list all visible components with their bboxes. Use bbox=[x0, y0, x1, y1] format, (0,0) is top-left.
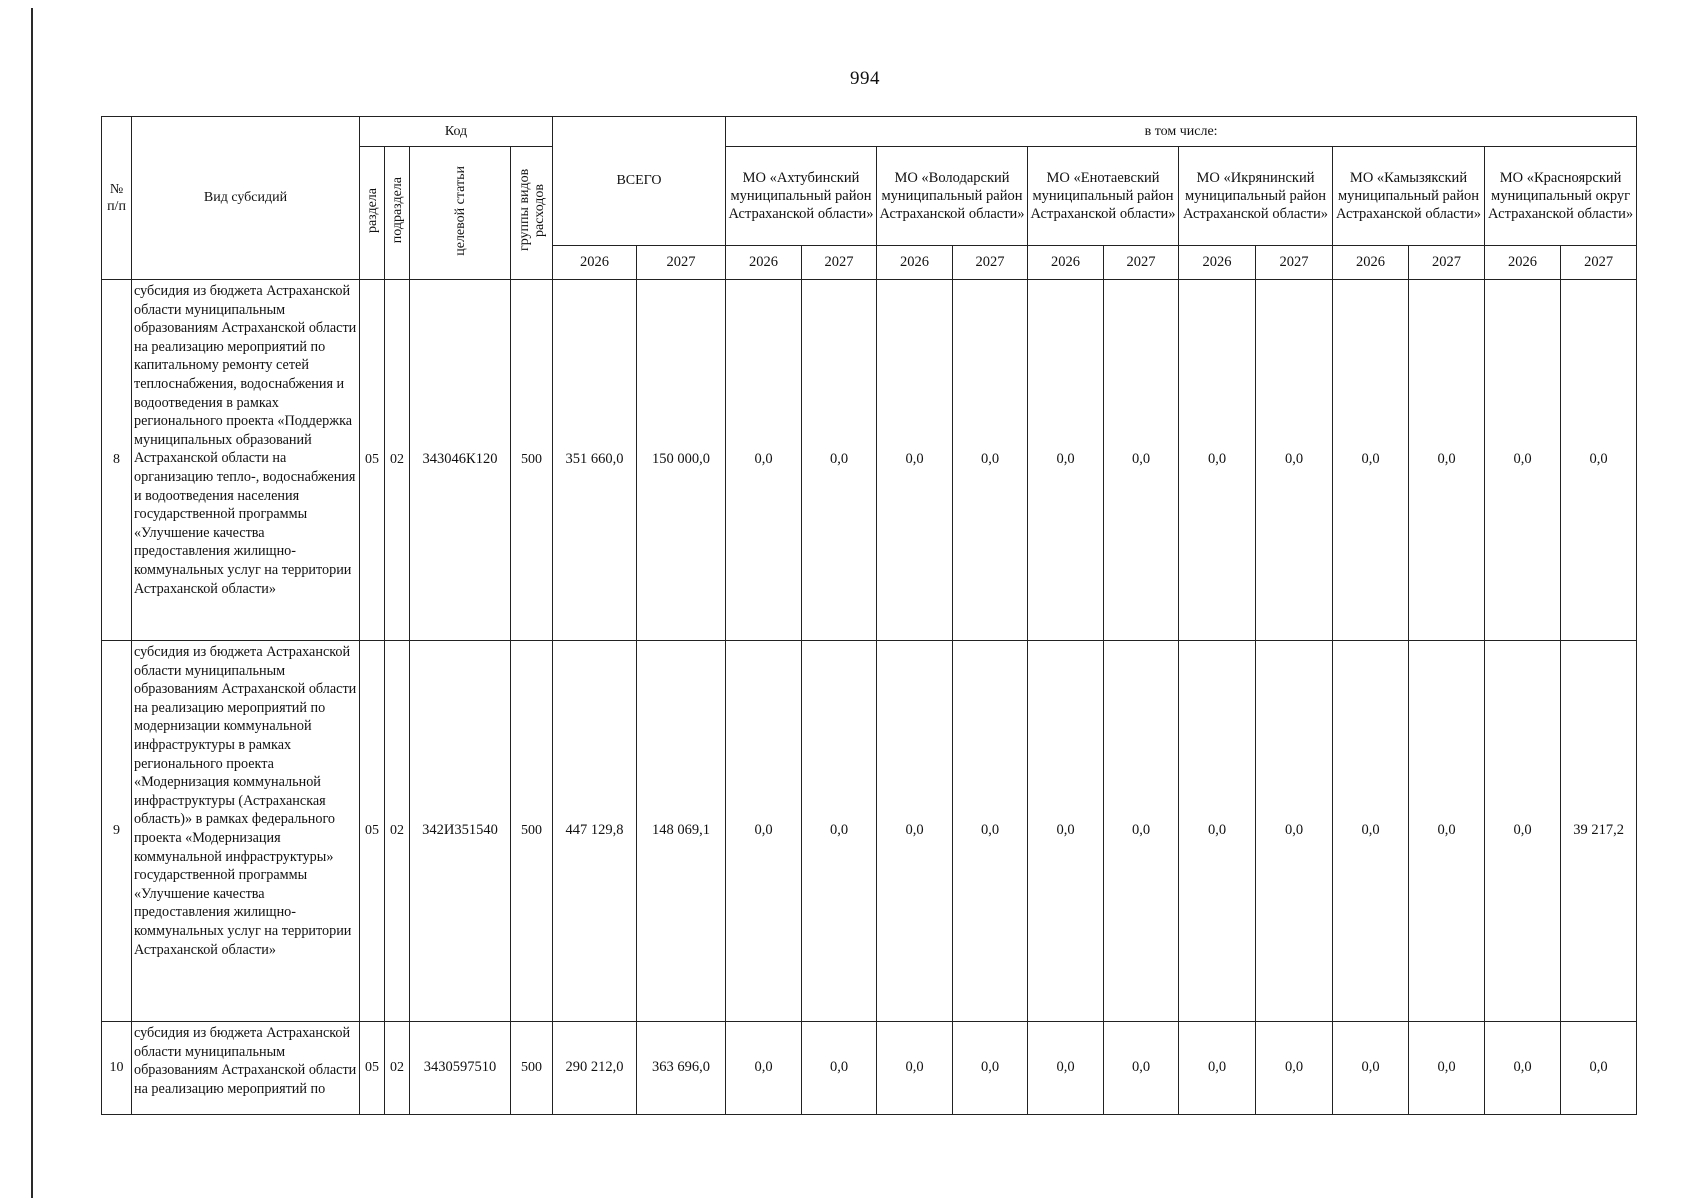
row-value: 0,0 bbox=[1256, 641, 1333, 1022]
row-value: 0,0 bbox=[1256, 280, 1333, 641]
table-row bbox=[102, 280, 1637, 641]
row-value: 0,0 bbox=[877, 641, 953, 1022]
row-value: 0,0 bbox=[802, 1022, 877, 1115]
row-razdel: 05 bbox=[360, 280, 385, 641]
row-value: 0,0 bbox=[1179, 280, 1256, 641]
municipality-header: МО «Камызякский муниципальный район Астраханской области» bbox=[1333, 147, 1485, 246]
row-value: 0,0 bbox=[1104, 280, 1179, 641]
row-value: 0,0 bbox=[1028, 280, 1104, 641]
year-header: 2026 bbox=[877, 246, 953, 280]
row-razdel: 05 bbox=[360, 1022, 385, 1115]
row-group: 500 bbox=[511, 1022, 553, 1115]
row-razdel: 05 bbox=[360, 641, 385, 1022]
municipality-header: МО «Володарский муниципальный район Астраханской области» bbox=[877, 147, 1028, 246]
row-value: 0,0 bbox=[1333, 1022, 1409, 1115]
row-total-2027: 150 000,0 bbox=[637, 280, 726, 641]
row-num: 8 bbox=[102, 280, 132, 641]
row-num: 10 bbox=[102, 1022, 132, 1115]
year-header: 2026 bbox=[1179, 246, 1256, 280]
municipality-header: МО «Икрянинский муниципальный район Астраханской области» bbox=[1179, 147, 1333, 246]
row-value: 0,0 bbox=[953, 1022, 1028, 1115]
row-value: 0,0 bbox=[953, 280, 1028, 641]
row-value: 0,0 bbox=[1179, 641, 1256, 1022]
row-value: 0,0 bbox=[726, 1022, 802, 1115]
year-header: 2027 bbox=[1561, 246, 1637, 280]
row-target: 342И351540 bbox=[410, 641, 511, 1022]
row-podrazdel: 02 bbox=[385, 641, 410, 1022]
row-value: 0,0 bbox=[1028, 1022, 1104, 1115]
col-header-razdel bbox=[360, 147, 385, 280]
row-total-2027: 363 696,0 bbox=[637, 1022, 726, 1115]
row-description: субсидия из бюджета Астраханской области муниципальным образованиям Астраханской области на реализацию мероприятий по bbox=[132, 1022, 360, 1115]
col-header-group bbox=[511, 147, 553, 280]
row-value: 0,0 bbox=[1409, 641, 1485, 1022]
col-header-including: в том числе: bbox=[726, 117, 1637, 147]
municipality-header: МО «Енотаевский муниципальный район Астраханской области» bbox=[1028, 147, 1179, 246]
row-value: 0,0 bbox=[1409, 280, 1485, 641]
table-row bbox=[102, 1022, 1637, 1115]
year-header: 2026 bbox=[1028, 246, 1104, 280]
row-podrazdel: 02 bbox=[385, 1022, 410, 1115]
row-total-2026: 351 660,0 bbox=[553, 280, 637, 641]
page-number: 994 bbox=[850, 68, 880, 89]
row-group: 500 bbox=[511, 641, 553, 1022]
table-row bbox=[102, 641, 1637, 1022]
group-label: группы видов расходов bbox=[516, 169, 547, 252]
municipality-header: МО «Красноярский муниципальный округ Астраханской области» bbox=[1485, 147, 1637, 246]
year-header: 2026 bbox=[1485, 246, 1561, 280]
row-value: 0,0 bbox=[726, 641, 802, 1022]
row-total-2026: 290 212,0 bbox=[553, 1022, 637, 1115]
row-value: 0,0 bbox=[802, 280, 877, 641]
year-header: 2027 bbox=[1409, 246, 1485, 280]
row-value: 0,0 bbox=[1561, 280, 1637, 641]
row-num: 9 bbox=[102, 641, 132, 1022]
row-value: 0,0 bbox=[1333, 280, 1409, 641]
row-value: 0,0 bbox=[1485, 280, 1561, 641]
row-value: 0,0 bbox=[877, 1022, 953, 1115]
row-value: 0,0 bbox=[877, 280, 953, 641]
year-header: 2027 bbox=[637, 246, 726, 280]
row-value: 39 217,2 bbox=[1561, 641, 1637, 1022]
year-header: 2026 bbox=[553, 246, 637, 280]
row-value: 0,0 bbox=[1256, 1022, 1333, 1115]
row-podrazdel: 02 bbox=[385, 280, 410, 641]
row-description: субсидия из бюджета Астраханской области муниципальным образованиям Астраханской области на реализацию мероприятий по капитальному ремонту сетей теплоснабжения, водоснабжения и водоотведения в рамках регионального проекта «Поддержка муниципальных образований Астраханской области на организацию тепло-, водоснабжения и водоотведения населения государственной программы «Улучшение качества предоставления жилищно-коммунальных услуг на территории Астраханской области» bbox=[132, 280, 360, 641]
year-header: 2026 bbox=[1333, 246, 1409, 280]
row-value: 0,0 bbox=[1104, 641, 1179, 1022]
col-header-type: Вид субсидий bbox=[132, 117, 360, 280]
row-value: 0,0 bbox=[1485, 1022, 1561, 1115]
target-label: целевой статьи bbox=[452, 165, 468, 256]
year-header: 2027 bbox=[1104, 246, 1179, 280]
row-target: 3430597510 bbox=[410, 1022, 511, 1115]
year-header: 2027 bbox=[953, 246, 1028, 280]
municipality-header: МО «Ахтубинский муниципальный район Астраханской области» bbox=[726, 147, 877, 246]
row-target: 343046К120 bbox=[410, 280, 511, 641]
row-value: 0,0 bbox=[726, 280, 802, 641]
year-header: 2027 bbox=[802, 246, 877, 280]
col-header-num: № п/п bbox=[102, 117, 132, 280]
col-header-target bbox=[410, 147, 511, 280]
razdel-label: раздела bbox=[364, 187, 380, 233]
subsidy-table bbox=[101, 116, 1637, 1115]
row-value: 0,0 bbox=[1333, 641, 1409, 1022]
col-header-podrazdel bbox=[385, 147, 410, 280]
row-value: 0,0 bbox=[1409, 1022, 1485, 1115]
row-value: 0,0 bbox=[1028, 641, 1104, 1022]
row-value: 0,0 bbox=[953, 641, 1028, 1022]
col-header-total: ВСЕГО bbox=[553, 117, 726, 246]
row-value: 0,0 bbox=[1179, 1022, 1256, 1115]
row-group: 500 bbox=[511, 280, 553, 641]
row-total-2027: 148 069,1 bbox=[637, 641, 726, 1022]
row-value: 0,0 bbox=[802, 641, 877, 1022]
year-header: 2026 bbox=[726, 246, 802, 280]
row-value: 0,0 bbox=[1485, 641, 1561, 1022]
row-value: 0,0 bbox=[1104, 1022, 1179, 1115]
row-description: субсидия из бюджета Астраханской области муниципальным образованиям Астраханской области на реализацию мероприятий по модернизации коммунальной инфраструктуры в рамках регионального проекта «Модернизация коммунальной инфраструктуры (Астраханская область)» в рамках федерального проекта «Модернизация коммунальной инфраструктуры» государственной программы «Улучшение качества предоставления жилищно-коммунальных услуг на территории Астраханской области» bbox=[132, 641, 360, 1022]
binding-line bbox=[31, 8, 33, 1198]
col-header-code: Код bbox=[360, 117, 553, 147]
row-value: 0,0 bbox=[1561, 1022, 1637, 1115]
podrazdel-label: подраздела bbox=[389, 177, 405, 244]
year-header: 2027 bbox=[1256, 246, 1333, 280]
row-total-2026: 447 129,8 bbox=[553, 641, 637, 1022]
